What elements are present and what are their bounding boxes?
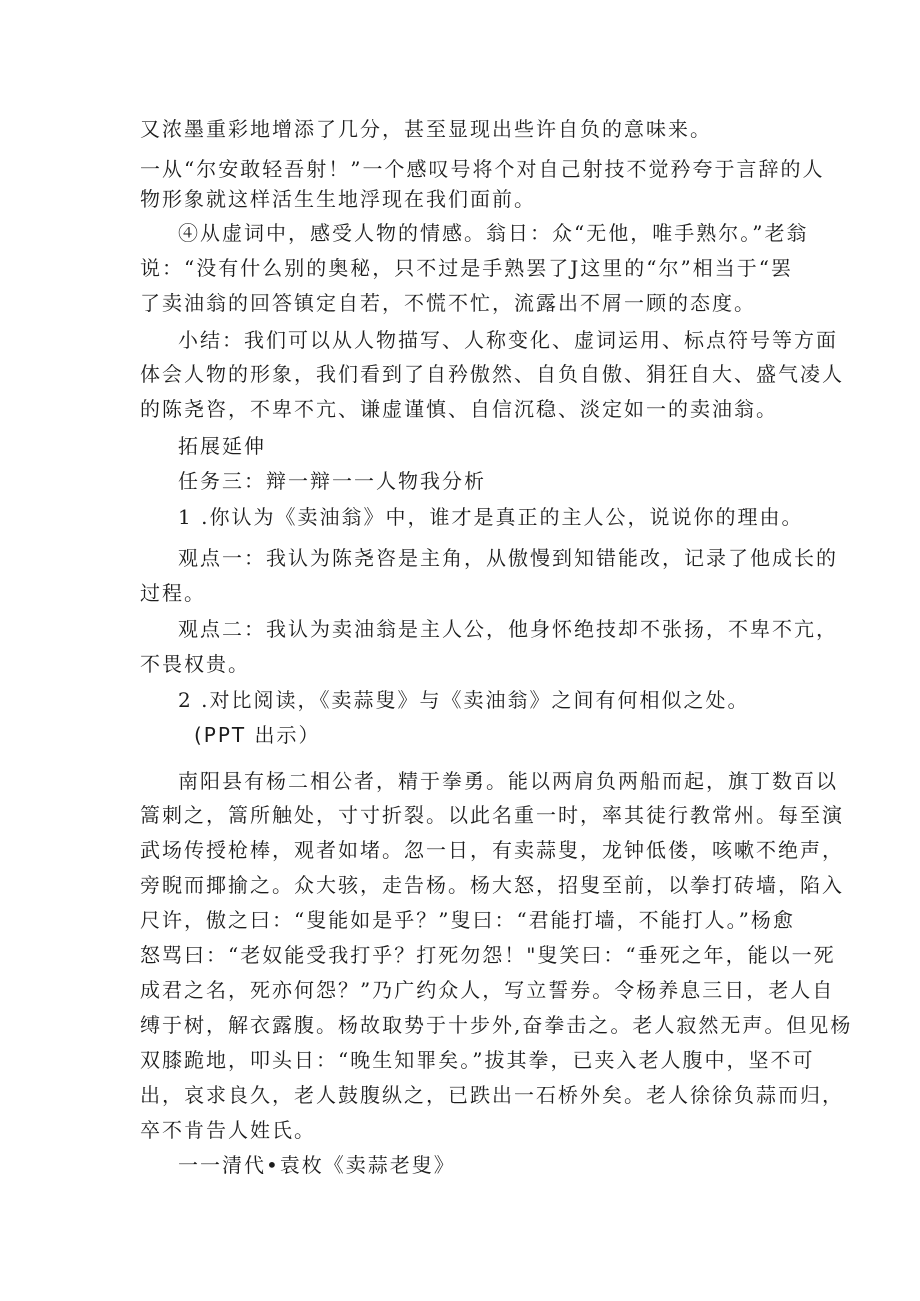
text-line: 旁睨而揶揄之。众大骇，走告杨。杨大怒，招叟至前，以拳打砖墙，陷入 (140, 873, 844, 897)
text-line: 出，哀求良久，老人鼓腹纵之，已跌出一石桥外矣。老人徐徐负蒜而归， (140, 1083, 844, 1107)
text-line: 南阳县有杨二相公者，精于拳勇。能以两肩负两船而起，旗丁数百以 (178, 769, 838, 793)
task-heading: 任务三：辩一辩一一人物我分析 (178, 469, 486, 493)
source-citation: 一一清代•袁枚《卖蒜老叟》 (178, 1153, 456, 1177)
text-line: 成君之名，死亦何怨？”乃广约众人，写立誓券。令杨养息三日，老人自 (140, 978, 835, 1002)
text-line: 卒不肯告人姓氏。 (140, 1118, 316, 1142)
text-line: 过程。 (140, 581, 206, 605)
ppt-note: (PPT 出示） (194, 723, 321, 747)
text-line: 物形象就这样活生生地浮现在我们面前。 (140, 187, 536, 211)
text-line: 又浓墨重彩地增添了几分，甚至显现出些许自负的意味来。 (140, 117, 712, 141)
text-line: 说：“没有什么别的奥秘，只不过是手熟罢了J这里的“尔”相当于“罢 (140, 256, 793, 280)
text-line: 小结：我们可以从人物描写、人称变化、虚词运用、标点符号等方面 (178, 328, 838, 352)
text-line: 观点二：我认为卖油翁是主人公，他身怀绝技却不张扬，不卑不亢， (178, 617, 838, 641)
text-line: 双膝跪地，叩头日：“晚生知罪矣。”拔其拳，已夹入老人腹中，坚不可 (140, 1048, 815, 1072)
question-1: 1 .你认为《卖油翁》中，谁才是真正的主人公，说说你的理由。 (178, 505, 804, 529)
text-line: ④从虚词中，感受人物的情感。翁日：众“无他，唯手熟尔。”老翁 (178, 221, 809, 245)
text-line: 体会人物的形象，我们看到了自矜傲然、自负自傲、狷狂自大、盛气凌人 (140, 362, 844, 386)
section-heading: 拓展延伸 (178, 434, 266, 458)
text-line: 怒骂曰：“老奴能受我打乎？打死勿怨！"叟笑曰：“垂死之年，能以一死 (140, 943, 836, 967)
question-2: 2 .对比阅读，《卖蒜叟》与《卖油翁》之间有何相似之处。 (178, 688, 750, 712)
text-line: 了卖油翁的回答镇定自若，不慌不忙，流露出不屑一顾的态度。 (140, 291, 756, 315)
text-line: 篙刺之，篙所触处，寸寸折裂。以此名重一时，率其徒行教常州。每至演 (140, 803, 844, 827)
text-line: 尺许，傲之曰：“叟能如是乎？”叟曰：“君能打墙，不能打人。”杨愈 (140, 908, 795, 932)
text-line: 的陈尧咨，不卑不亢、谦虚谨慎、自信沉稳、淡定如一的卖油翁。 (140, 397, 778, 421)
text-line: 一从“尔安敢轻吾射！”一个感叹号将个对自己射技不觉矜夸于言辞的人 (140, 157, 825, 181)
text-line: 缚于树，解衣露腹。杨故取势于十步外,奋拳击之。老人寂然无声。但见杨 (140, 1013, 853, 1037)
text-line: 观点一：我认为陈尧咨是主角，从傲慢到知错能改，记录了他成长的 (178, 546, 838, 570)
text-line: 不畏权贵。 (140, 652, 250, 676)
text-line: 武场传授枪棒，观者如堵。忽一日，有卖蒜叟，龙钟低偻，咳嗽不绝声， (140, 838, 844, 862)
